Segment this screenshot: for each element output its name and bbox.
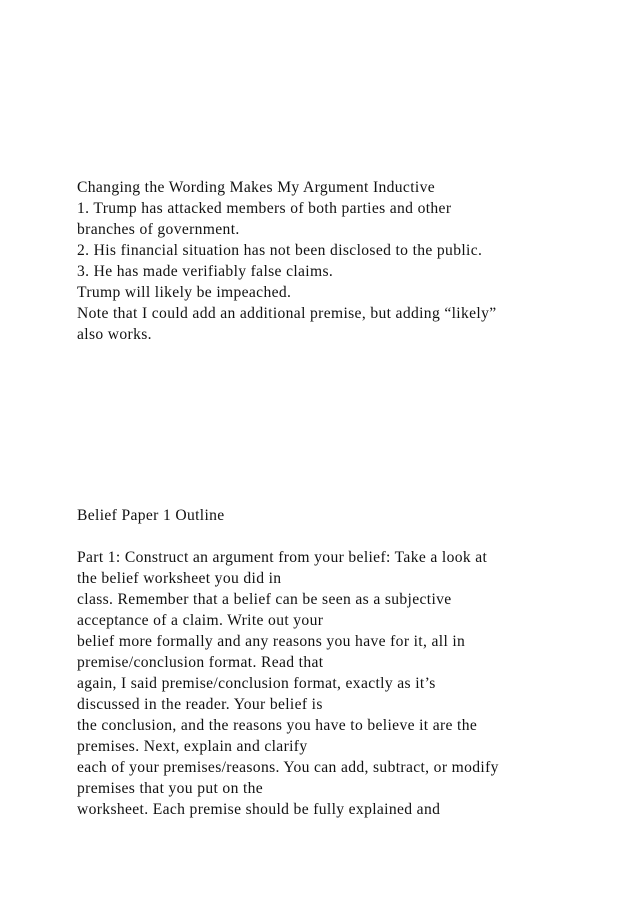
paragraph-line-10: premises. Next, explain and clarify	[77, 738, 308, 755]
conclusion: Trump will likely be impeached.	[77, 284, 292, 301]
paragraph-line-5: belief more formally and any reasons you have for it, all in	[77, 633, 466, 650]
paragraph-line-8: discussed in the reader. Your belief is	[77, 696, 323, 713]
paragraph-line-9: the conclusion, and the reasons you have to believe it are the	[77, 717, 478, 734]
paragraph-line-2: the belief worksheet you did in	[77, 570, 282, 587]
paragraph-line-11: each of your premises/reasons. You can add, subtract, or modify	[77, 759, 499, 776]
premise-2: 2. His financial situation has not been disclosed to the public.	[77, 242, 483, 259]
paragraph-line-12: premises that you put on the	[77, 780, 264, 797]
premise-3: 3. He has made verifiably false claims.	[77, 263, 334, 280]
premise-1-line-1: 1. Trump has attacked members of both parties and other	[77, 200, 452, 217]
paragraph-line-4: acceptance of a claim. Write out your	[77, 612, 324, 629]
paragraph-line-13: worksheet. Each premise should be fully explained and	[77, 801, 441, 818]
paragraph-line-6: premise/conclusion format. Read that	[77, 654, 324, 671]
paragraph-line-1: Part 1: Construct an argument from your belief: Take a look at	[77, 549, 488, 566]
paragraph-line-7: again, I said premise/conclusion format, exactly as it’s	[77, 675, 436, 692]
outline-title: Belief Paper 1 Outline	[77, 507, 225, 524]
premise-1-line-2: branches of government.	[77, 221, 240, 238]
note-line-2: also works.	[77, 326, 152, 343]
section1-heading: Changing the Wording Makes My Argument Inductive	[77, 179, 435, 196]
paragraph-line-3: class. Remember that a belief can be seen as a subjective	[77, 591, 452, 608]
note-line-1: Note that I could add an additional premise, but adding “likely”	[77, 305, 497, 322]
